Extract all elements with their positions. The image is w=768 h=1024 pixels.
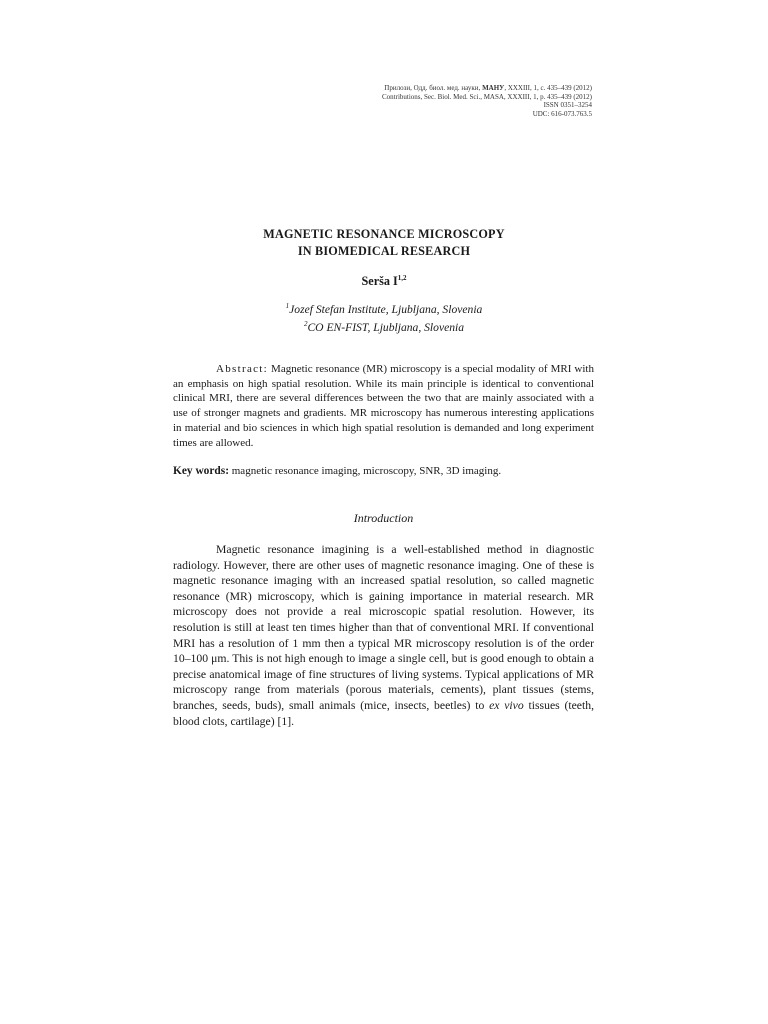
- section-heading-introduction: Introduction: [353, 511, 414, 525]
- issn-line: ISSN 0351–3254: [543, 101, 592, 110]
- affiliations: [174, 299, 594, 335]
- abstract-text: Magnetic resonance (MR) microscopy is a special modality of MRI with an emphasis on high spatial resolution. While its main principle is identical to conventional clinical MRI, there are several differences between the two that are mainly associated with a use of stronger magnets and gradients. MR microscopy has numerous interesting applications in material and bio sciences in which high spatial resolution is demanded and long experiment times are allowed.: [173, 363, 594, 449]
- introduction-paragraph: [173, 542, 594, 729]
- author-line: [174, 270, 594, 289]
- journal-citation-header: [292, 84, 592, 119]
- introduction-text-part-1: Magnetic resonance imagining is a well-established method in diagnostic radiology. However, there are other uses of magnetic resonance imaging. One of these is magnetic resonance imaging with an increased spatial resolution, so called magnetic resonance (MR) microscopy, which is gaining importance in material research. MR microscopy does not provide a real microscopic spatial resolution. However, its resolution is still at least ten times higher than that of conventional MRI. If conventional MRI has a resolution of 1 mm then a typical MR microscopy resolution is of the order 10–100 μm. This is not high enough to image a single cell, but is good enough to obtain a precise anatomical image of fine structures of living systems. Typical applications of MR microscopy range from materials (porous materials, cements), plant tissues (stems, branches, seeds, buds), small animals (mice, insects, beetles) to: [173, 543, 594, 712]
- keywords-label: Key words:: [173, 465, 229, 477]
- affiliation-1: $^1$Jozef Stefan Institute, Ljubljana, Slovenia: [285, 302, 483, 316]
- paper-title-line-2: IN BIOMEDICAL RESEARCH: [297, 243, 471, 258]
- introduction-text-part-2: tissues (teeth, blood clots, cartilage) [1].: [173, 698, 594, 728]
- udc-line: UDC: 616-073.763.5: [532, 110, 592, 119]
- abstract-heading: Abstract:: [216, 363, 269, 375]
- title-block: [174, 226, 594, 335]
- affiliation-2: $^2$CO EN-FIST, Ljubljana, Slovenia: [303, 320, 465, 335]
- keywords-text: magnetic resonance imaging, microscopy, SNR, 3D imaging.: [229, 465, 502, 477]
- author-name: Serša I: [361, 274, 398, 288]
- introduction-italic-term: ex vivo: [489, 698, 524, 712]
- abstract-paragraph: [173, 362, 594, 450]
- citation-line-macedonian: Прилози, Одд. биол. мед. науки, МАНУ, XXXIII, 1, с. 435–439 (2012): [384, 84, 592, 92]
- paper-title-line-1: MAGNETIC RESONANCE MICROSCOPY: [263, 227, 505, 241]
- citation-line-english: Contributions, Sec. Biol. Med. Sci., MASA, XXXIII, 1, p. 435–439 (2012): [382, 92, 592, 101]
- keywords-paragraph: [173, 464, 594, 479]
- author-affiliation-marks: 1,2: [397, 274, 407, 282]
